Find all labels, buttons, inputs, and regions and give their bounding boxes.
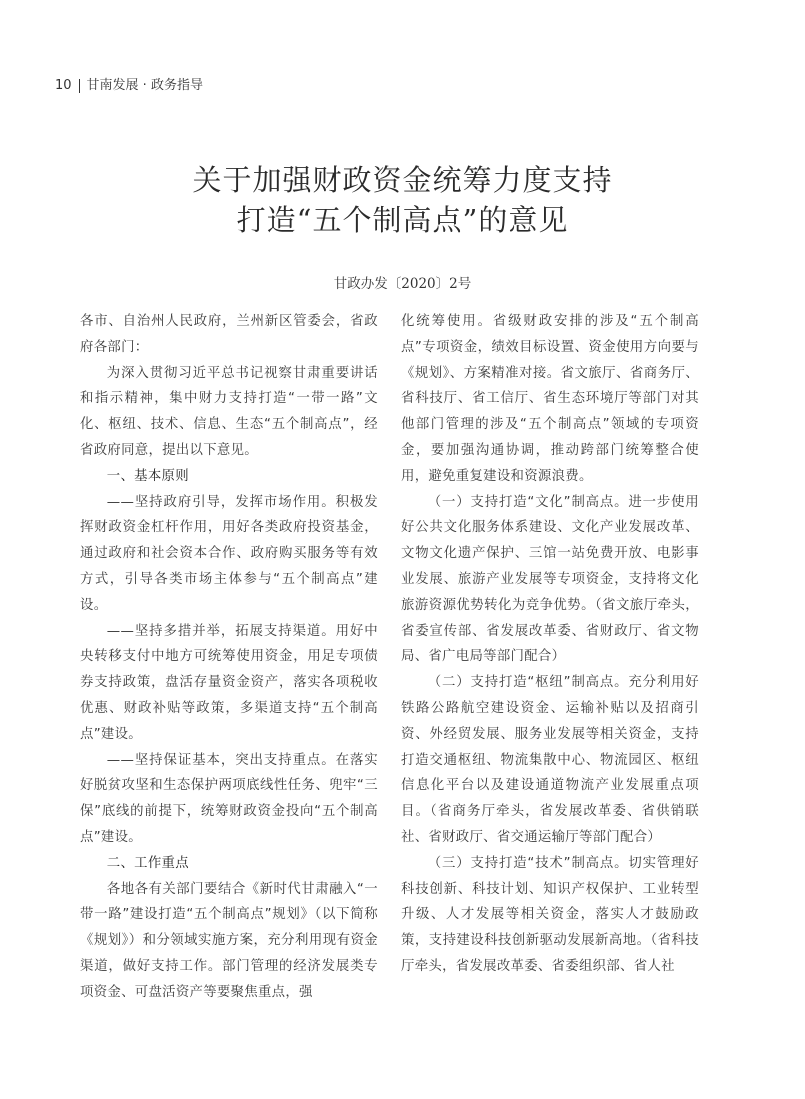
title-line-1: 关于加强财政资金统筹力度支持 bbox=[192, 163, 613, 197]
section-heading: 二、工作重点 bbox=[106, 855, 189, 871]
paragraph-continued: 化统筹使用。省级财政安排的涉及“五个制高点”专项资金，绩效目标设置、资金使用方向要与《规划》、方案精准对接。省文旅厅、省商务厅、省科技厅、省工信厅、省生态环境厅等部门对其他部门管理的涉及“五个制高点”领域的专项资金，要加强沟通协调，推动跨部门统筹整合使用，避免重复建设和资源浪费。 bbox=[401, 314, 699, 484]
page-number: 10 bbox=[55, 78, 72, 93]
salutation: 各市、自治州人民政府，兰州新区管委会，省政府各部门： bbox=[80, 314, 378, 355]
paragraph: 为深入贯彻习近平总书记视察甘肃重要讲话和指示精神，集中财力支持打造“一带一路”文化、枢纽、技术、信息、生态“五个制高点”，经省政府同意，提出以下意见。 bbox=[80, 365, 378, 458]
document-title bbox=[0, 160, 805, 240]
document-number: 甘政办发〔2020〕2号 bbox=[333, 276, 472, 292]
title-line-2: 打造“五个制高点”的意见 bbox=[236, 203, 569, 237]
header-divider bbox=[79, 79, 80, 93]
paragraph: 各地各有关部门要结合《新时代甘肃融入“一带一路”建设打造“五个制高点”规划》（以下简称《规划》）和分领域实施方案，充分利用现有资金渠道，做好支持工作。部门管理的经济发展类专项资金、可盘活资产等要聚焦重点，强 bbox=[80, 881, 378, 1000]
paragraph: ——坚持政府引导，发挥市场作用。积极发挥财政资金杠杆作用，用好各类政府投资基金，通过政府和社会资本合作、政府购买服务等有效方式，引导各类市场主体参与“五个制高点”建设。 bbox=[80, 494, 378, 613]
paragraph: （三）支持打造“技术”制高点。切实管理好科技创新、科技计划、知识产权保护、工业转型升级、人才发展等相关资金，落实人才鼓励政策，支持建设科技创新驱动发展新高地。（省科技厅牵头，省发展改革委、省委组织部、省人社 bbox=[401, 855, 699, 974]
paragraph: ——坚持保证基本，突出支持重点。在落实好脱贫攻坚和生态保护两项底线性任务、兜牢“三保”底线的前提下，统筹财政资金投向“五个制高点”建设。 bbox=[80, 752, 378, 845]
paragraph: ——坚持多措并举，拓展支持渠道。用好中央转移支付中地方可统筹使用资金，用足专项债券支持政策，盘活存量资金资产，落实各项税收优惠、财政补贴等政策，多渠道支持“五个制高点”建设。 bbox=[80, 623, 378, 742]
paragraph: （一）支持打造“文化”制高点。进一步使用好公共文化服务体系建设、文化产业发展改革、文物文化遗产保护、三馆一站免费开放、电影事业发展、旅游产业发展等专项资金，支持将文化旅游资源优势转化为竞争优势。（省文旅厅牵头，省委宣传部、省发展改革委、省财政厅、省文物局、省广电局等部门配合） bbox=[401, 494, 699, 665]
section-heading: 一、基本原则 bbox=[106, 468, 189, 484]
right-column bbox=[401, 309, 699, 980]
running-header bbox=[55, 78, 203, 94]
section-name: 甘南发展 · 政务指导 bbox=[86, 78, 203, 93]
paragraph: （二）支持打造“枢纽”制高点。充分利用好铁路公路航空建设资金、运输补贴以及招商引资、外经贸发展、服务业发展等相关资金，支持打造交通枢纽、物流集散中心、物流园区、枢纽信息化平台以及建设通道物流产业发展重点项目。（省商务厅牵头，省发展改革委、省供销联社、省财政厅、省交通运输厅等部门配合） bbox=[401, 675, 699, 845]
left-column bbox=[80, 309, 378, 1006]
